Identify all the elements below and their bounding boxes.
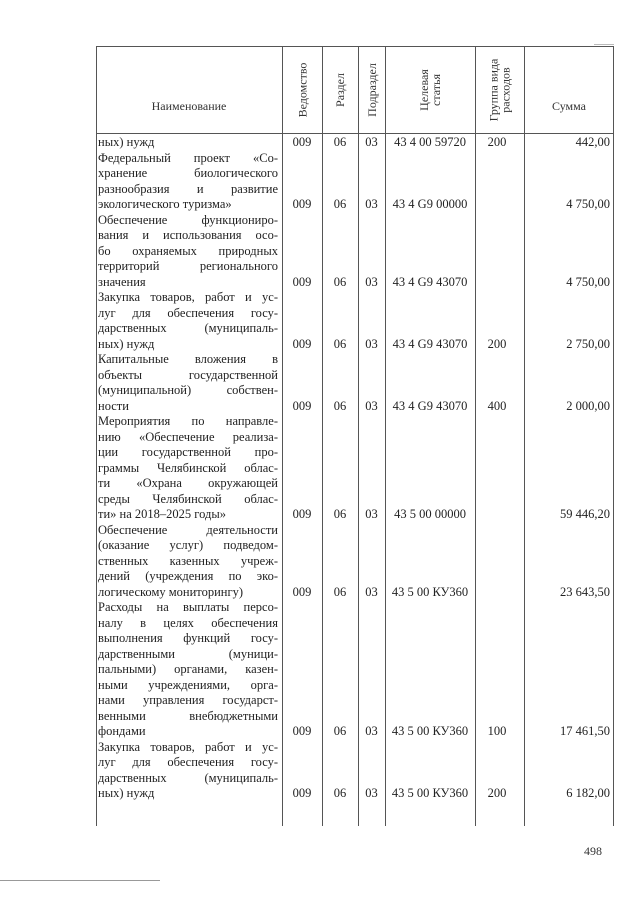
row-celevaya-statya: 43 5 00 00000 (394, 507, 466, 521)
row-name-line: среды Челябинской облас- (98, 491, 278, 506)
row-name-line: логическому мониторингу) (98, 584, 243, 599)
row-name-line: дений (учреждения по эко- (98, 569, 278, 583)
row-vedomstvo: 009 (292, 786, 312, 800)
page-number: 498 (584, 844, 602, 858)
row-summa: 23 643,50 (560, 584, 610, 599)
row-name-line: Обеспечение функциониро- (98, 212, 278, 227)
header-celevaya (385, 50, 475, 130)
row-razdel: 06 (333, 398, 347, 413)
row-razdel: 06 (333, 507, 347, 521)
row-name-line: нию «Обеспечение реализа- (98, 429, 278, 444)
header-gruppa (475, 50, 524, 130)
row-summa: 6 182,00 (566, 786, 610, 800)
row-celevaya-statya: 43 4 00 59720 (394, 135, 466, 149)
column-divider (385, 46, 386, 826)
row-name-line: хранение биологического (98, 166, 278, 180)
row-vedomstvo: 009 (292, 197, 312, 211)
row-name (98, 352, 278, 414)
row-podrazdel: 03 (365, 724, 378, 738)
row-summa: 4 750,00 (566, 274, 610, 289)
row-name (98, 740, 278, 802)
row-podrazdel: 03 (365, 135, 378, 149)
row-celevaya-statya: 43 4 G9 43070 (392, 274, 468, 289)
row-name-line: объекты государственной (98, 367, 278, 382)
row-podrazdel: 03 (365, 507, 378, 521)
row-summa: 442,00 (575, 135, 610, 149)
header-vedomstvo (282, 50, 322, 130)
row-name-line: ных) нужд (98, 135, 155, 149)
row-name-line: венными внебюджетными (98, 708, 278, 723)
row-gruppa: 200 (487, 135, 507, 149)
row-name (98, 600, 278, 740)
row-name-line: выполнения функций госу- (98, 631, 278, 645)
column-divider (282, 46, 283, 826)
row-gruppa: 200 (487, 786, 507, 800)
row-name-line: ных) нужд (98, 336, 155, 351)
row-name-line: Закупка товаров, работ и ус- (98, 739, 278, 754)
row-name (98, 414, 278, 523)
row-name-line: дарственных (муниципаль- (98, 770, 278, 785)
row-summa: 4 750,00 (566, 197, 610, 211)
row-name-line: Расходы на выплаты персо- (98, 600, 278, 614)
row-name-line: Мероприятия по направле- (98, 414, 278, 428)
row-name-line: граммы Челябинской облас- (98, 460, 278, 475)
row-name-line: фондами (98, 724, 146, 738)
row-vedomstvo: 009 (292, 274, 312, 289)
row-vedomstvo: 009 (292, 507, 312, 521)
budget-table (96, 46, 614, 826)
row-razdel: 06 (333, 274, 347, 289)
row-celevaya-statya: 43 5 00 КУ360 (391, 724, 469, 738)
row-razdel: 06 (333, 724, 347, 738)
row-razdel: 06 (333, 197, 347, 211)
row-name-line: налу в целях обеспечения (98, 615, 278, 630)
row-name-line: пальными) органами, казен- (98, 662, 278, 676)
row-celevaya-statya: 43 4 G9 43070 (392, 336, 468, 351)
row-name (98, 135, 278, 151)
row-podrazdel: 03 (365, 398, 378, 413)
header-gruppa-line1: Группа вида (486, 58, 501, 122)
row-vedomstvo: 009 (292, 724, 312, 738)
table-border-top (96, 46, 614, 47)
row-name-line: луг для обеспечения госу- (98, 755, 278, 769)
row-vedomstvo: 009 (292, 336, 312, 351)
row-razdel: 06 (333, 336, 347, 351)
row-celevaya-statya: 43 4 G9 00000 (392, 197, 468, 211)
header-gruppa-line2: расходов (498, 67, 513, 113)
row-razdel: 06 (333, 786, 347, 800)
row-celevaya-statya: 43 5 00 КУ360 (391, 584, 469, 599)
row-name-line: ции государственной про- (98, 445, 278, 459)
row-name-line: луг для обеспечения госу- (98, 305, 278, 320)
row-podrazdel: 03 (365, 274, 378, 289)
row-name (98, 213, 278, 291)
row-razdel: 06 (333, 135, 347, 149)
row-podrazdel: 03 (365, 197, 378, 211)
row-name-line: Закупка товаров, работ и ус- (98, 290, 278, 304)
row-name-line: бо охраняемых природных (98, 243, 278, 258)
header-vedomstvo-label: Ведомство (295, 62, 310, 118)
header-podrazdel-label: Подраздел (364, 63, 379, 117)
row-podrazdel: 03 (365, 336, 378, 351)
row-gruppa: 100 (487, 724, 507, 738)
row-name-line: Капитальные вложения в (98, 352, 278, 366)
row-summa: 2 000,00 (566, 398, 610, 413)
row-vedomstvo: 009 (292, 584, 312, 599)
row-name (98, 523, 278, 601)
row-celevaya-statya: 43 5 00 КУ360 (391, 786, 469, 800)
row-name-line: (оказание услуг) подведом- (98, 538, 278, 552)
row-name-line: разнообразия и развитие (98, 181, 278, 196)
row-name-line: значения (98, 274, 146, 289)
row-gruppa: 200 (487, 336, 507, 351)
row-name (98, 290, 278, 352)
row-name-line: вания и использования осо- (98, 228, 278, 242)
header-podrazdel (358, 50, 385, 130)
header-razdel-label: Раздел (332, 73, 347, 107)
table-border-left (96, 46, 97, 826)
row-name-line: экологического туризма» (98, 197, 232, 211)
row-celevaya-statya: 43 4 G9 43070 (392, 398, 468, 413)
column-divider (358, 46, 359, 826)
row-name-line: нами управления государст- (98, 693, 278, 707)
footer-rule (0, 880, 160, 881)
header-name: Наименование (151, 98, 227, 113)
column-divider (524, 46, 525, 826)
column-divider (475, 46, 476, 826)
row-name-line: ственных казенных учреж- (98, 553, 278, 568)
row-summa: 17 461,50 (560, 724, 610, 738)
row-razdel: 06 (333, 584, 347, 599)
row-summa: 59 446,20 (560, 507, 610, 521)
row-name (98, 151, 278, 213)
row-podrazdel: 03 (365, 584, 378, 599)
row-name-line: Федеральный проект «Со- (98, 150, 278, 165)
row-name-line: дарственных (муниципаль- (98, 321, 278, 335)
row-name-line: ными учреждениями, орга- (98, 677, 278, 692)
row-podrazdel: 03 (365, 786, 378, 800)
row-vedomstvo: 009 (292, 398, 312, 413)
header-razdel (322, 50, 358, 130)
row-name-line: ти «Охрана окружающей (98, 476, 278, 490)
header-celevaya-line1: Целевая (416, 69, 431, 111)
row-name-line: Обеспечение деятельности (98, 522, 278, 537)
header-celevaya-line2: статья (428, 74, 443, 106)
header-summa: Сумма (552, 98, 586, 113)
row-name-line: ных) нужд (98, 786, 155, 800)
row-name-line: дарственными (муници- (98, 646, 278, 661)
row-name-line: ти» на 2018–2025 годы» (98, 507, 226, 521)
column-divider (322, 46, 323, 826)
row-name-line: (муниципальной) собствен- (98, 383, 278, 397)
row-gruppa: 400 (487, 398, 507, 413)
row-name-line: ности (98, 398, 129, 413)
row-name-line: территорий регионального (98, 259, 278, 273)
top-edge-mark (594, 44, 614, 45)
row-summa: 2 750,00 (566, 336, 610, 351)
row-vedomstvo: 009 (292, 135, 312, 149)
table-border-right (613, 46, 614, 826)
